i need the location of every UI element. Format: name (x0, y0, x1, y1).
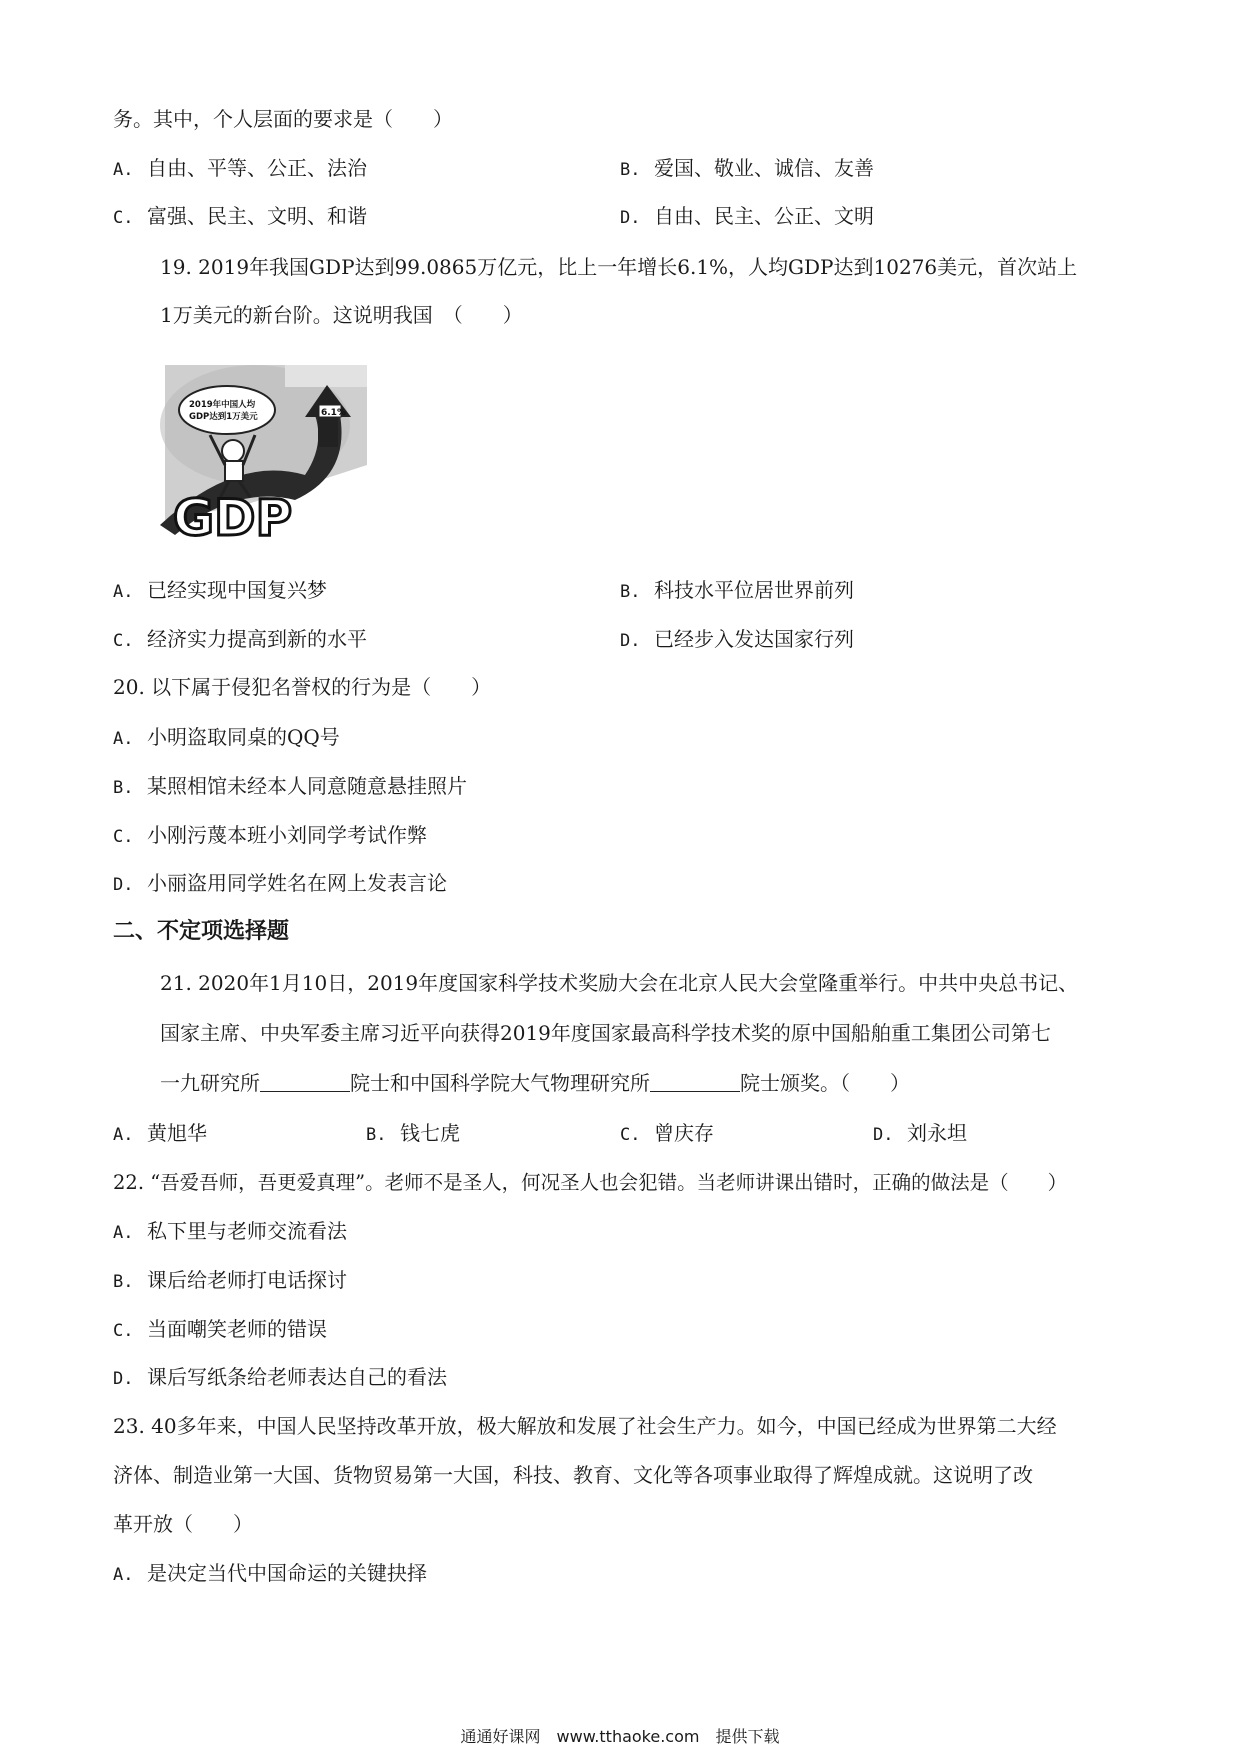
q23-stem-line3: 革开放（ ） (113, 1512, 253, 1536)
option-letter: B. (113, 1272, 134, 1292)
q23-stem-line1: 23. 40多年来，中国人民坚持改革开放，极大解放和发展了社会生产力。如今，中国已经成为世界第二大经 (113, 1414, 1057, 1438)
option-text: 私下里与老师交流看法 (147, 1219, 347, 1243)
option-text: 当面嘲笑老师的错误 (147, 1317, 327, 1341)
option-text: 是决定当代中国命运的关键抉择 (147, 1561, 427, 1585)
q21-stem-line2: 国家主席、中央军委主席习近平向获得2019年度国家最高科学技术奖的原中国船舶重工集团公司第七 (160, 1021, 1051, 1045)
option-text: 曾庆存 (654, 1121, 714, 1145)
option-letter: A. (113, 1223, 134, 1243)
option-letter: D. (873, 1125, 894, 1145)
q20-stem: 20. 以下属于侵犯名誉权的行为是（ ） (113, 675, 492, 699)
option-text: 小刚污蔑本班小刘同学考试作弊 (147, 823, 427, 847)
q21-option-b[interactable] (366, 1118, 460, 1150)
option-text: 自由、平等、公正、法治 (147, 156, 367, 180)
page-footer: 通通好课网 www.tthaoke.com 提供下载 (460, 1727, 780, 1746)
q18-stem: 务。其中，个人层面的要求是（ ） (113, 107, 453, 131)
option-letter: C. (113, 208, 134, 228)
option-letter: D. (113, 1369, 134, 1389)
option-letter: C. (113, 1321, 134, 1341)
q19-stem-line1: 19. 2019年我国GDP达到99.0865万亿元，比上一年增长6.1%，人均GDP达到10276美元，首次站上 (160, 255, 1078, 279)
q22-option-a[interactable] (113, 1216, 347, 1248)
q21-option-c[interactable] (620, 1118, 714, 1150)
option-text: 科技水平位居世界前列 (654, 578, 854, 602)
q19-option-c[interactable] (113, 624, 367, 656)
q21-stem-part-c: 院士颁奖。（ ） (740, 1071, 910, 1095)
option-text: 富强、民主、文明、和谐 (147, 204, 367, 228)
q18-option-d[interactable] (620, 201, 874, 233)
option-text: 刘永坦 (907, 1121, 967, 1145)
option-letter: C. (620, 1125, 641, 1145)
q20-option-c[interactable] (113, 820, 427, 852)
q23-stem-line2: 济体、制造业第一大国、货物贸易第一大国，科技、教育、文化等各项事业取得了辉煌成就。这说明了改 (113, 1463, 1033, 1487)
q21-option-d[interactable] (873, 1118, 967, 1150)
option-letter: B. (620, 160, 641, 180)
option-text: 小丽盗用同学姓名在网上发表言论 (147, 871, 447, 895)
section-heading: 二、不定项选择题 (113, 919, 290, 944)
q19-option-b[interactable] (620, 575, 854, 607)
option-text: 钱七虎 (400, 1121, 460, 1145)
option-letter: A. (113, 1125, 134, 1145)
option-letter: D. (620, 208, 641, 228)
q22-option-d[interactable] (113, 1362, 447, 1394)
q23-option-a[interactable] (113, 1558, 427, 1590)
q22-stem: 22. “吾爱吾师，吾更爱真理”。老师不是圣人，何况圣人也会犯错。当老师讲课出错时，正确的做法是（ ） (113, 1171, 1068, 1194)
option-text: 已经步入发达国家行列 (654, 627, 854, 651)
q21-option-a[interactable] (113, 1118, 207, 1150)
q18-option-a[interactable] (113, 153, 367, 185)
option-letter: A. (113, 1565, 134, 1585)
option-letter: B. (366, 1125, 387, 1145)
q18-option-c[interactable] (113, 201, 367, 233)
option-text: 课后给老师打电话探讨 (147, 1268, 347, 1292)
q19-option-d[interactable] (620, 624, 854, 656)
option-text: 小明盗取同桌的QQ号 (147, 725, 340, 749)
q20-option-d[interactable] (113, 868, 447, 900)
option-text: 爱国、敬业、诚信、友善 (654, 156, 874, 180)
q21-stem-part-a: 一九研究所 (160, 1071, 260, 1095)
q20-option-b[interactable] (113, 771, 467, 803)
option-letter: B. (620, 582, 641, 602)
option-letter: D. (113, 875, 134, 895)
option-text: 黄旭华 (147, 1121, 207, 1145)
option-letter: D. (620, 631, 641, 651)
fill-blank-1[interactable] (260, 1071, 350, 1092)
option-text: 自由、民主、公正、文明 (654, 204, 874, 228)
option-letter: A. (113, 160, 134, 180)
q21-stem-part-b: 院士和中国科学院大气物理研究所 (350, 1071, 650, 1095)
sign-text-line2: GDP达到1万美元 (189, 412, 258, 422)
q21-stem-line3 (160, 1068, 910, 1098)
q18-option-b[interactable] (620, 153, 874, 185)
option-text: 某照相馆未经本人同意随意悬挂照片 (147, 774, 467, 798)
fill-blank-2[interactable] (650, 1071, 740, 1092)
q19-option-a[interactable] (113, 575, 327, 607)
option-text: 经济实力提高到新的水平 (147, 627, 367, 651)
q21-stem-line1: 21. 2020年1月10日，2019年度国家科学技术奖励大会在北京人民大会堂隆重举行。中共中央总书记、 (160, 971, 1079, 995)
option-letter: C. (113, 827, 134, 847)
q22-option-b[interactable] (113, 1265, 347, 1297)
option-letter: B. (113, 778, 134, 798)
option-text: 已经实现中国复兴梦 (147, 578, 327, 602)
q19-stem-line2: 1万美元的新台阶。这说明我国 （ ） (160, 303, 523, 327)
option-letter: A. (113, 729, 134, 749)
option-text: 课后写纸条给老师表达自己的看法 (147, 1365, 447, 1389)
q20-option-a[interactable] (113, 722, 340, 754)
gdp-big-text: GDP (173, 489, 293, 545)
option-letter: A. (113, 582, 134, 602)
gdp-cartoon-svg (155, 355, 367, 545)
sign-text-line1: 2019年中国人均 (189, 400, 256, 410)
arrow-label: 6.1% (321, 408, 346, 418)
gdp-cartoon-image (155, 355, 367, 545)
q22-option-c[interactable] (113, 1314, 327, 1346)
option-letter: C. (113, 631, 134, 651)
